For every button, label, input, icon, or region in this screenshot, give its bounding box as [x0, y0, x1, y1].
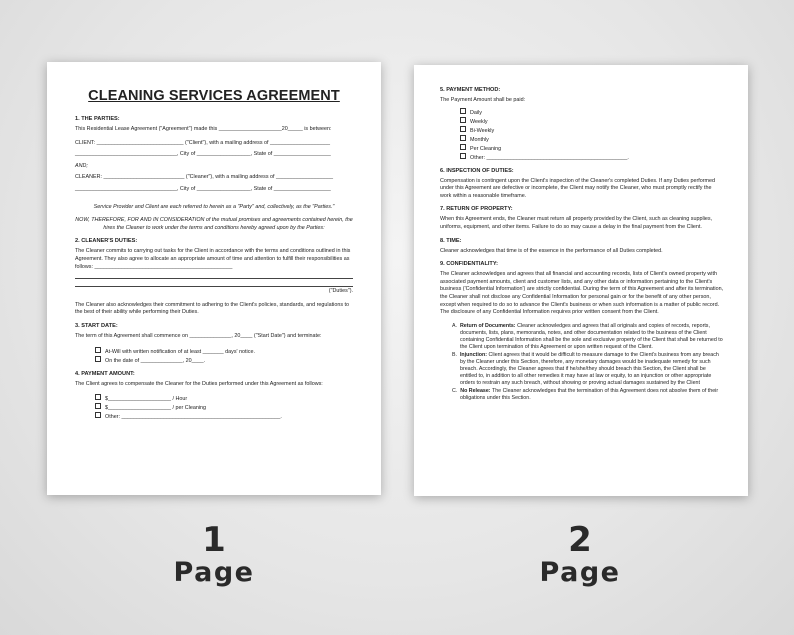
checkbox-icon[interactable]: [460, 144, 466, 150]
payment-method-option[interactable]: Daily: [440, 108, 724, 117]
return-property-text: When this Agreement ends, the Cleaner must return all property provided by the Client, such as cleaning supplies, uniforms, equipment, and other items. Failure to do so may cause a delay in the final payment from the Client.: [440, 216, 713, 230]
duties-acknowledgement: The Cleaner also acknowledges their commitment to adhering to the Client's policies, standards, and regulations to the best of their ability while performing their Duties.: [75, 301, 350, 316]
no-release-clause: C. No Release: The Cleaner acknowledges that the termination of this Agreement does not absolve them of their obligations under this Section.: [452, 387, 719, 401]
page-2-caption: [500, 522, 660, 588]
page-word: Page: [173, 557, 255, 588]
and-label: AND;: [75, 162, 88, 169]
parties-intro: This Residential Lease Agreement ("Agreement") made this _____________________20_____ is between:: [75, 126, 332, 132]
checkbox-icon[interactable]: [460, 117, 466, 123]
parties-note: Service Provider and Client are each referred to herein as a "Party" and, collectively, as the "Parties.": [93, 203, 335, 210]
payment-option-per-cleaning[interactable]: $_____________________ / per Cleaning: [75, 403, 353, 412]
payment-method-option[interactable]: Other: _______________________________________________.: [440, 153, 724, 162]
payment-method-option[interactable]: Monthly: [440, 135, 724, 144]
time-text: Cleaner acknowledges that time is of the essence in the performance of all Duties completed.: [440, 247, 663, 254]
page-number: 1: [202, 520, 226, 560]
payment-method-option[interactable]: Bi-Weekly: [440, 126, 724, 135]
section-payment-amount-heading: 4. PAYMENT AMOUNT:: [75, 370, 135, 377]
document-title: CLEANING SERVICES AGREEMENT: [88, 88, 340, 104]
page-word: Page: [539, 557, 621, 588]
start-option-date[interactable]: On the date of ______________, 20____.: [75, 356, 353, 365]
payment-method-option[interactable]: Per Cleaning: [440, 144, 724, 153]
section-return-property-heading: 7. RETURN OF PROPERTY:: [440, 206, 513, 213]
checkbox-icon[interactable]: [95, 403, 101, 409]
duties-text: The Cleaner commits to carrying out tasks for the Client in accordance with the terms and conditions outlined in this Agreement. They also agree to allocate an appropriate amount of time and attention to fulfill their responsibilities as follows: ______________________________________________: [75, 248, 351, 270]
checkbox-icon[interactable]: [460, 126, 466, 132]
client-line-1: CLIENT: _____________________________ ("Client"), with a mailing address of ____________________: [75, 139, 330, 146]
client-line-2: __________________________________, City of __________________, State of ___________________: [75, 151, 331, 158]
checkbox-icon[interactable]: [460, 108, 466, 114]
section-payment-method-heading: 5. PAYMENT METHOD:: [440, 87, 501, 93]
confidentiality-text: The Cleaner acknowledges and agrees that all financial and accounting records, lists of Client's owned property with associated payment amounts, client and customer lists, and any other data or information pertaining to the Client's business ('Confidential Information') are strictly confidential. During the term of this Agreement and after its termination, the Cleaner shall not disclose any Confidential Information for personal gain or for the benefit of any other person, except when required to do so to advance the Client's business or when such information is a matter of public record. The disclosure of any Confidential Information requires prior written consent from the Client.: [440, 271, 724, 316]
checkbox-icon[interactable]: [95, 356, 101, 362]
checkbox-icon[interactable]: [95, 347, 101, 353]
duties-blank-line: [75, 271, 353, 279]
cleaner-line-1: CLEANER: ___________________________ ("Cleaner"), with a mailing address of ___________________: [75, 174, 333, 181]
payment-method-text: The Payment Amount shall be paid:: [440, 97, 526, 103]
section-inspection-heading: 6. INSPECTION OF DUTIES:: [440, 167, 514, 174]
section-start-date-heading: 3. START DATE:: [75, 322, 118, 329]
payment-option-other[interactable]: Other: _____________________________________________________.: [75, 412, 353, 421]
checkbox-icon[interactable]: [460, 153, 466, 159]
start-option-at-will[interactable]: At-Will with written notification of at least _______ days' notice.: [75, 347, 353, 356]
duties-label: ("Duties").: [328, 288, 353, 295]
page-number: 2: [568, 520, 592, 560]
cleaner-line-2: __________________________________, City of __________________, State of ___________________: [75, 185, 331, 192]
payment-amount-text: The Client agrees to compensate the Cleaner for the Duties performed under this Agreement as follows:: [75, 380, 323, 387]
payment-method-option[interactable]: Weekly: [440, 117, 724, 126]
section-duties-heading: 2. CLEANER'S DUTIES:: [75, 238, 138, 245]
page-1-caption: [134, 522, 294, 588]
return-of-documents-clause: A. Return of Documents: Cleaner acknowledges and agrees that all originals and copies of records, reports, documents, lists, plans, memoranda, notes, and other documentation related to the business of the Client containing Confidential Information shall be the sole and exclusive property of the Client that shall be returned to the Client upon termination of this Agreement or upon written request of the Client.: [452, 322, 723, 351]
document-page-1: [47, 62, 381, 495]
section-confidentiality-heading: 9. CONFIDENTIALITY:: [440, 261, 499, 268]
checkbox-icon[interactable]: [95, 412, 101, 418]
checkbox-icon[interactable]: [95, 394, 101, 400]
section-time-heading: 8. TIME:: [440, 237, 462, 244]
document-page-2: [414, 65, 748, 496]
checkbox-icon[interactable]: [460, 135, 466, 141]
inspection-text: Compensation is contingent upon the Client's inspection of the Cleaner's completed Duties. If any Duties performed under this Agreement are defective or incomplete, the Client may notify the Cleaner, who must promptly rectify the work within a reasonable timeframe.: [440, 177, 716, 199]
injunction-clause: B. Injunction: Client agrees that it would be difficult to measure damage to the Client's business from any breach by the Cleaner under this Section, therefore, any monetary damages would be inadequate remedy for such breach. Accordingly, the Cleaner agrees that if he/she/they should breach this Section, the Client shall be entitled to, in addition to all other remedies it may have at law or equity, to an injunction or other appropriate orders to restrain any such breach, without showing or proving actual damages sustained by the Client: [452, 351, 719, 387]
start-date-text: The term of this Agreement shall commence on ______________, 20____ ("Start Date") and terminate:: [75, 332, 322, 339]
duties-blank-line: [75, 279, 353, 287]
whereas-clause: NOW, THEREFORE, FOR AND IN CONSIDERATION of the mutual promises and agreements contained herein, the hires the Cleaner to work under the terms and conditions hereby agreed upon by the Parties:: [75, 217, 353, 231]
payment-option-hourly[interactable]: $_____________________ / Hour: [75, 394, 353, 403]
section-parties-heading: 1. THE PARTIES:: [75, 116, 120, 122]
